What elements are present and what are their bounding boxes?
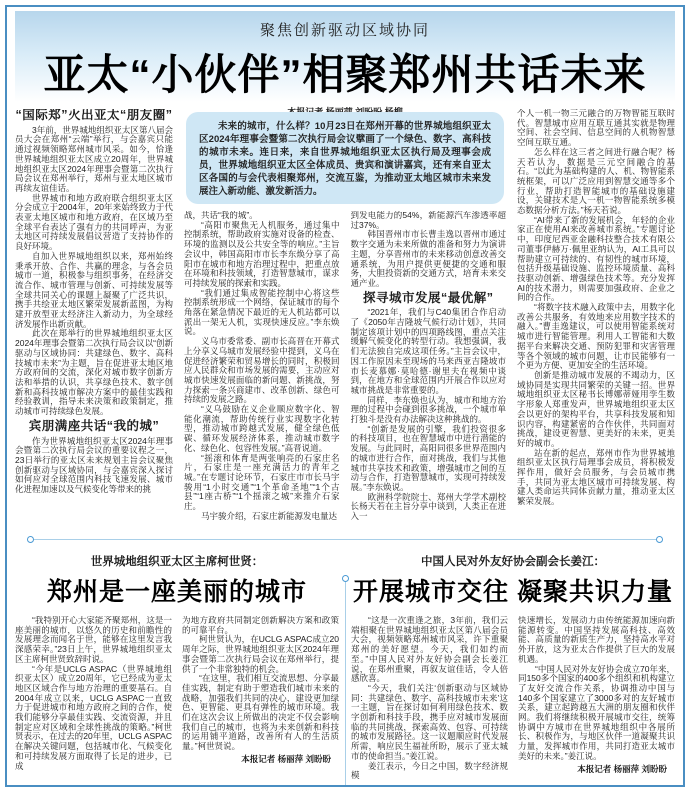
article-paragraph: 世界城市和地方政府联合组织亚太区分会成立于2004年，20年来始终致力于代表亚太地区城市和地方政府，在区域乃至全球平台表达了强有力的共同呼声，为亚太地区可持续发展倡议营造了支持协作的良好环境。 <box>15 192 173 252</box>
sub-article-kicker: 中国人民对外友好协会副会长姜江： <box>421 556 605 568</box>
sub-article-column-1 <box>351 616 508 781</box>
article-paragraph: 义乌市委常委、副市长高晋在开幕式上分享义乌城市发展经验中提到，义乌在促进经济繁荣和贸易增长的同时，积极回应人民群众和市场发展的需要，主动应对城市快速发展面临的新问题、新挑战，努力探索一条兴商建市、改革创新、绿色可持续的发展之路。 <box>184 336 340 405</box>
article-paragraph: 韩国晋州市市长曹圭逸以晋州市通过数字交通为未来所做的准备和努力为演讲主题，分享晋州市的未来移动创意改善交通系统，为用户提供更便捷的交通和服务，大胆投资新的交通方式，培育未来交通产业。 <box>350 229 506 288</box>
article-paragraph: 到发电能力的54%，新能源汽车渗透率超过37%。 <box>350 211 506 230</box>
section-zhengzhou-beautiful-city <box>15 545 339 787</box>
sub-article-columns <box>351 616 675 781</box>
sub-article-headline: 郑州是一座美丽的城市 <box>46 578 307 606</box>
section-heading-friend-circle: “国际郑”火出亚太“朋友圈” <box>15 109 173 122</box>
divider-circle-right-icon <box>656 536 663 543</box>
article-paragraph: 3年前，世界城地组织亚太区第八届会员大会在郑州“云端”举行，与会嘉宾只能通过视频领略郑州城市风采。如今，恰逢世界城地组织亚太区成立20周年，世界城地组织亚太区2024年理事会暨第二次执行局会议在郑州举行，郑州与亚太地区城市再续友谊佳话。 <box>15 124 173 193</box>
article-paragraph: “AI带来了新的发展机会，年轻的企业家正在使用AI来改善城市系统。”专题讨论中，印度尼西亚金融科技整合技术有限公司董事伊赫万·佩里亚纳认为，AI工具可以帮助建立可持续的、有韧性的城市环境，包括升级基础设施、监控环境质量、高科技驱动创新、增强绿色技术等。充分发挥AI的技术潜力，则需要加强政府、企业之间的合作。 <box>517 214 675 303</box>
vertical-divider <box>339 545 351 787</box>
sub-article-headline: 开展城市交往 凝聚共识力量 <box>353 578 673 606</box>
article-paragraph: 自加入世界城地组织以来，郑州始终秉承开放、合作、共赢的理念，与各会员城市一道，积极参与组织事务，在经济交流合作、城市管理与创新、可持续发展等全球共同关心的课题上凝聚了广泛共识，携手共绘亚太地区繁荣发展新蓝图，为构建开放型亚太经济注入新动力，为全球经济发展作出新贡献。 <box>15 250 173 329</box>
main-headline: 亚太“小伙伴”相聚郑州共话未来 <box>43 51 647 98</box>
article-paragraph: “在这里，我们相互交流思想、分享最佳实践，制定有助于塑造我们城市未来的战略，加强我们共同的决心，建设更加绿色、更智能、更具有弹性的城市环境。我们在这次会议上所做出的决定不仅会影响我们自己的城市，也将为未来创新和科技的运用铺平道路，改善所有人的生活质量。”柯世贤说。 <box>182 673 339 752</box>
article-paragraph: “创新是发展的引擎，我们投资很多的科技项目，也在智慧城市中进行潜能的发展。与此同时，高阳同很多世界范围内的城市进行合作，面对挑战，我们与其他城市共享技术和政策，增强城市之间的互动与合作，打造智慧城市，实现可持续发展。”李东焕说。 <box>350 423 506 492</box>
article-column-4 <box>517 109 675 529</box>
section-city-exchange <box>351 545 675 787</box>
bottom-sections <box>15 545 675 787</box>
article-paragraph: “将数字技术融入政策中去，用数字化改善公共服务，有效地来应用数字技术的融入。”曹圭逸建议，可以使用智能系统对城市进行智能管理。利用人工智能和大数据平台来解决交通、预防犯罪和灾害管理等各个领域的城市问题，让市民能够有一个更为方便、更加安全的生活环境。 <box>517 302 675 371</box>
lede-box <box>186 112 504 204</box>
divider-line <box>34 539 656 540</box>
article-paragraph: “高阳市聚焦无人机服务，通过集中控制系统，帮助政府实施对设备的检查、环境的监测以及公共安全等的响应。”主旨会议中，韩国高阳市市长李东焕分享了高阳市在城市和地方治理过程中，把重点放在环境和科技领域，打造智慧城市，谋求可持续发展的探索和实践。 <box>184 219 340 288</box>
article-column-2 <box>184 211 340 529</box>
main-article-body <box>15 109 675 529</box>
article-paragraph: 创新是推动城市发展的不竭动力，区域协同是实现共同繁荣的关键一招。世界城地组织亚太区秘书长博娜蒂娅用孪生数字形象人郑重发声，世界城地组织亚太区会以更好的架构平台，共享科技发展和知识内容，构建紧密的合作伙伴，共同面对挑战，建设更智慧、更美好的未来，更美好的城市。 <box>517 369 675 448</box>
sub-article-column-1 <box>15 616 172 771</box>
article-paragraph: 怎么样在这三者之间进行融合呢？杨天若认为，数据是三元空间融合的基石。“以此为基础构建的人、机、物智能系统框架，可以广泛应用到智慧交通等多个行业，帮助打造智能城市的基础设施建设，关键技术是人一机一物智能系统多模态数据分析方法。”杨天若说。 <box>517 146 675 216</box>
article-paragraph: “这是一次重逢之旅，3年前，我们云端相聚在世界城地组织亚太区第八届会员大会，视频领略郑州城市风采，许下重聚郑州的美好愿望。今天，我们如约而至。”中国人民对外友好协会副会长姜江说，在郑州重聚，再叙友谊佳话，令人倍感欣喜。 <box>351 616 508 684</box>
section-heading-my-city: 宾朋满座共话“我的城” <box>28 418 160 433</box>
page-frame <box>5 5 685 787</box>
article-paragraph: 站在新的起点，郑州市作为世界城地组织亚太区执行局理事会成员，将积极发挥作用，做好会员服务，与会员城市携手，共同为亚太地区城市可持续发展、构建人类命运共同体贡献力量，推动亚太区繁荣发展。 <box>517 447 675 507</box>
article-paragraph: “摇滚和体育是两张响亮的石家庄名片，石家庄是一座充满活力的青年之城。”在专题讨论环节，石家庄市市长马宇骏用“1小时交通”“1个革命圣地”“1个古县”“1座古桥”“1个摇滚之城”来推介石家庄。 <box>184 452 340 512</box>
article-paragraph: 战，共话“我的城”。 <box>184 211 258 220</box>
middle-columns <box>184 211 506 529</box>
page-banner <box>15 11 675 107</box>
article-paragraph: “2021年，我们与C40集团合作启动了《2050年吉隆坡气候行动计划》，共同制定该项计划中的四项路线图，重点关注缓解气候变化的转型行动。我想强调，我们无法独自完成这项任务。”主旨会议中，因工作原因未至现场的马来西亚吉隆坡市市长麦慕娜·莫哈德·谢里夫在视频中谈到，在地方和全球范围内开展合作以应对城市挑战是非常重要的。 <box>350 307 506 395</box>
sub-article-column-2 <box>182 616 339 771</box>
sub-article-byline: 本报记者 杨丽萍 刘盼盼 <box>241 753 331 764</box>
article-paragraph: 快速增长，发展动力由传统能源加速向新能源转变。中国坚持发展高科技、高效能、高质量的新质生产力，坚持高水平对外开放，这为亚太合作提供了巨大的发展机遇。 <box>518 616 675 664</box>
vertical-divider-line <box>345 582 346 787</box>
sub-article-columns <box>15 616 339 771</box>
article-middle-area <box>184 109 506 529</box>
article-paragraph: 个人一机一物三元融合的万物智能互联时代。智慧城市应用互联互通其实就是物理空间、社会空间、信息空间的人机物智慧空间互联互通。 <box>517 109 675 148</box>
article-paragraph: “今年是UCLG ASPAC（世界城地组织亚太区）成立20周年，它已经成为亚太地区区域合作与地方治理的重要基石。自2004年成立以来，UCLG ASPAC一直致力于促进城市和地方政府之间的合作，使我们能够分享最佳实践、交流资源，并且制定应对区域和全球性挑战的策略。”柯世贤表示，在过去的20年里，UCLG ASPAC在解决关键问题，包括城市化、气候变化和可持续发展方面取得了长足的进步，已成 <box>15 663 172 771</box>
article-paragraph: “义乌鼓励在义企业顺应数字化、智能化潮流，帮助传统行业实现数字化转型，推动城市跨越式发展，健全绿色低碳、循环发展经济体系，推动城市数字化、绿色化、包容性发展。”高晋说道。 <box>184 404 340 453</box>
horizontal-divider <box>27 536 663 543</box>
article-paragraph: 柯世贤认为，在UCLG ASPAC成立20周年之际，世界城地组织亚太区2024年理事会暨第二次执行局会议在郑州举行，提供了一个非常独特的机会。 <box>182 634 339 674</box>
article-paragraph: 为地方政府共同制定创新解决方案和政策的可靠平台。 <box>182 616 339 635</box>
sub-article-byline: 本报记者 杨丽萍 刘盼盼 <box>577 763 667 774</box>
article-paragraph: “今天，我们关注‘创新驱动与区域协同：共建绿色、数字、高科技城市未来’这一主题，旨在探讨如何利用绿色技术、数字创新和科技手段，携手应对城市发展面临的共同挑战，探索高效、包容、可持续的城市发展路径。这一议题顺应时代发展所需，响应民生福祉所盼，展示了亚太城市的使命担当。”姜江说。 <box>351 682 508 761</box>
lede-paragraph: 未来的城市，什么样？10月23日在郑州开幕的世界城地组织亚太区2024年理事会暨第二次执行局会议擘画了一个绿色、数字、高科技的城市未来。连日来，来自世界城地组织亚太区执行局及理事会成员，世界城地组织亚太区全体成员、贵宾和演讲嘉宾，还有来自亚太区各国的与会代表相聚郑州，交流互鉴，为推动亚太地区城市未来发展注入新动能、激发新活力。 <box>199 121 491 197</box>
sub-article-column-2 <box>518 616 675 781</box>
article-paragraph: “中国人民对外友好协会成立70年来，同150多个国家的400多个组织和机构建立了友好交流合作关系，协调推动中国与140多个国家建立了3000多对的友好城市关系，建立起跨越五大洲的朋友圈和伙伴网。我们将继续积极开展城市交往，统筹协调中方城市在世界城地组织中各展所长、积极作为，与地区伙伴一道凝聚共识力量，发挥城市作用，共同打造亚太城市美好的未来。”姜江说。 <box>518 663 675 761</box>
article-paragraph: 作为世界城地组织亚太区2024年理事会暨第二次执行局会议的重要议程之一，23日举行的亚太区未来规划主旨会议聚焦创新驱动与区域协同，与会嘉宾深入探讨如何应对全球范围内科技飞速发展、城市化进程加速以及气候变化等带来的挑 <box>15 435 173 495</box>
banner-kicker: 聚焦创新驱动区域协同 <box>259 22 430 39</box>
article-paragraph: 姜江表示，今日之中国，数字经济规模 <box>351 760 508 781</box>
article-paragraph: “我特别开心大家能齐聚郑州，这是一座美丽的城市，以悠久的历史和前瞻性的发展理念而闻名于世，能够在这里发言我深感荣幸。”23日上午，世界城地组织亚太区主席柯世贤致辞时说。 <box>15 616 172 664</box>
article-paragraph: 同样，李东焕也认为，城市和地方治理的过程中会碰到很多挑战，一个城市单打独斗是没有办法解决这种挑战的。 <box>350 394 506 425</box>
article-column-3 <box>351 211 507 529</box>
sub-article-kicker: 世界城地组织亚太区主席柯世贤： <box>90 556 264 568</box>
article-column-1 <box>15 109 173 529</box>
article-paragraph: 欧洲科学院院士、郑州大学学术副校长杨天若在主旨分享中谈到，人类正在进入一 <box>350 491 506 522</box>
article-paragraph: 此次在郑举行的世界城地组织亚太区2024年理事会暨第二次执行局会议以“创新驱动与区域协同：共建绿色、数字、高科技城市未来”为主题，旨在促进亚太地区地方政府间的交流，深化对城市数字创新方法和举措的认识，共享绿色技术、数字创新和高科技城市解决方案中的最佳实践和经验教训，指导未来决策和政策制定，推动城市可持续绿色发展。 <box>15 328 173 417</box>
article-paragraph: “我们通过集成智能控制中心将这些控制系统形成一个网络，保证城市的每个角落在紧急情况下最近的无人机站都可以派出一架无人机，实现快速反应。”李东焕说。 <box>184 287 340 337</box>
divider-circle-left-icon <box>27 536 34 543</box>
section-heading-best-solution: 探寻城市发展“最优解” <box>362 290 494 305</box>
divider-circle-top-icon <box>342 575 349 582</box>
article-paragraph: 马宇骏介绍，石家庄新能源发电量达 <box>201 510 338 521</box>
